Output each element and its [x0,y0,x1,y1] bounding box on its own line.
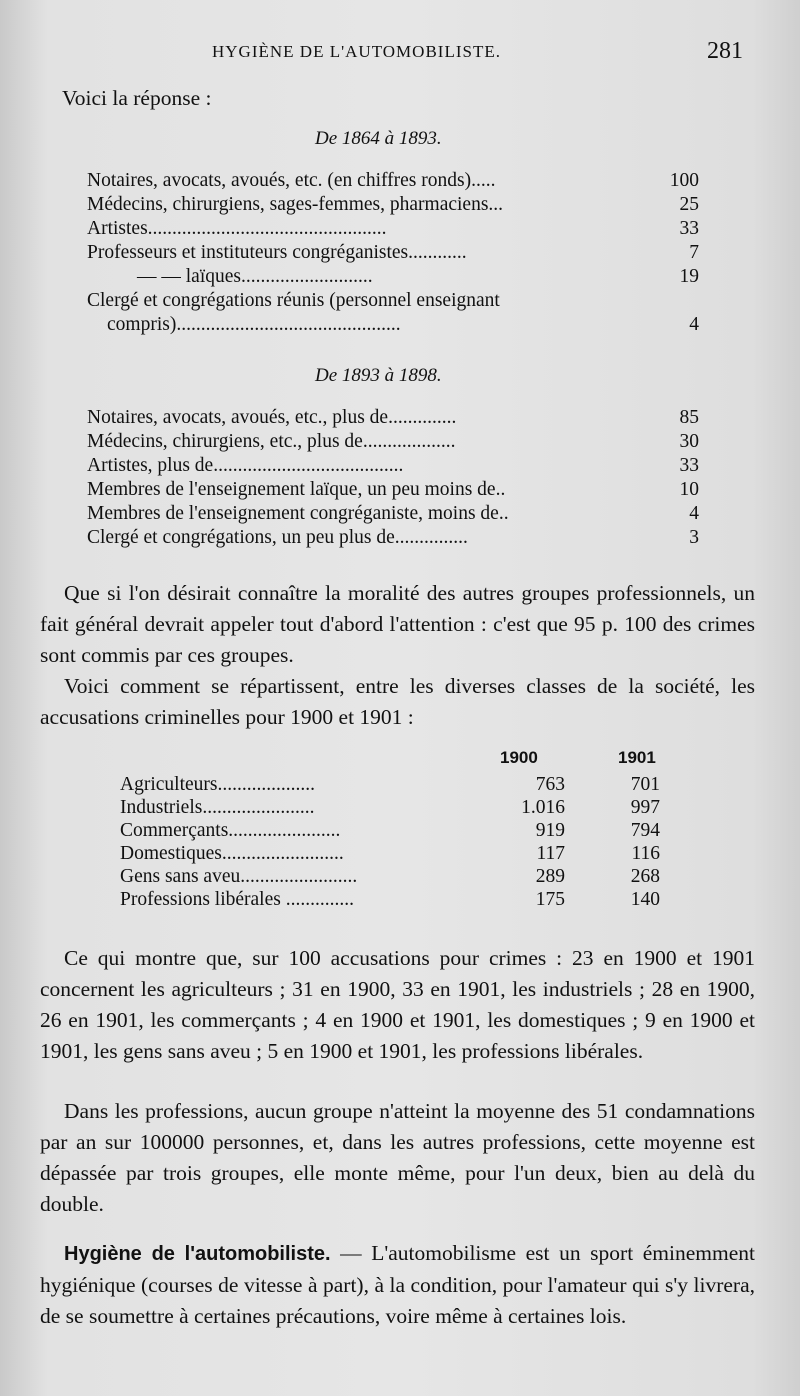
section1-row [87,170,699,194]
row-label: Médecins, chirurgiens, sages-femmes, pharmaciens... [87,194,504,215]
row-value: 33 [679,455,699,476]
row-value: 4 [689,314,699,335]
section1-row [87,218,699,242]
col-header-1901: 1901 [618,748,656,767]
section1-row [87,194,699,218]
section1-heading: De 1864 à 1893. [315,128,442,149]
table-row [120,797,690,821]
paragraph-4-text: Dans les professions, aucun groupe n'atteint la moyenne des 51 condamnations par an sur 100000 personnes, et, dans les autres professions, cette moyenne est dépassée par trois groupes, elle monte même, pour l'un deux, bien au delà du double. [40,1099,755,1216]
paragraph-3-text: Ce qui montre que, sur 100 accusations pour crimes : 23 en 1900 et 1901 concernent les agriculteurs ; 31 en 1900, 33 en 1901, les industriels ; 28 en 1900, 26 en 1901, les commerçants ; 4 en 1900 et 1901, les domestiques ; 9 en 1900 et 1901, les gens sans aveu ; 5 en 1900 et 1901, les professions libérales. [40,946,755,1063]
row-label: — — laïques........................... [137,266,373,287]
running-header [0,38,800,68]
row-label: Clergé et congrégations, un peu plus de............... [87,527,468,548]
cell-1901: 701 [630,774,660,795]
section1-row [87,242,699,266]
cell-label: Commerçants....................... [120,820,341,841]
paragraph-4 [40,1096,755,1220]
paragraph-5-text: — L'automobilisme est un sport éminemment hygiénique (courses de vitesse à part), à la condition, pour l'amateur qui s'y livrera, de se soumettre à certaines précautions, voire même à certaines lois. [40,1241,755,1328]
row-label: Professeurs et instituteurs congréganistes............ [87,242,467,263]
row-label: Membres de l'enseignement laïque, un peu moins de.. [87,479,506,500]
section1-row [87,290,699,314]
paragraph-1 [40,578,755,671]
col-header-1900: 1900 [500,748,538,767]
section2-row [87,431,699,455]
cell-1901: 997 [630,797,660,818]
page-number: 281 [707,38,743,64]
row-label: compris).............................................. [107,314,401,335]
row-value: 4 [689,503,699,524]
row-value: 10 [679,479,699,500]
row-label: Artistes................................................. [87,218,387,239]
cell-label: Gens sans aveu........................ [120,866,358,887]
cell-label: Industriels....................... [120,797,315,818]
paragraph-5 [40,1238,755,1332]
running-title: HYGIÈNE DE L'AUTOMOBILISTE. [212,42,501,61]
row-value: 33 [679,218,699,239]
row-label: Clergé et congrégations réunis (personnel enseignant [87,290,500,311]
cell-label: Professions libérales .............. [120,889,354,910]
row-value: 100 [669,170,699,191]
intro-line: Voici la réponse : [62,86,212,110]
cell-label: Agriculteurs.................... [120,774,315,795]
section2-heading: De 1893 à 1898. [315,365,442,386]
cell-1900: 175 [535,889,565,910]
row-label: Notaires, avocats, avoués, etc., plus de.............. [87,407,457,428]
section1-row [87,266,699,290]
accusations-table [120,748,690,918]
section1-row [87,314,699,338]
cell-1900: 763 [535,774,565,795]
cell-1901: 268 [630,866,660,887]
row-label: Notaires, avocats, avoués, etc. (en chiffres ronds)..... [87,170,496,191]
paragraph-1-text: Que si l'on désirait connaître la moralité des autres groupes professionnels, un fait général devrait appeler tout d'abord l'attention : c'est que 95 p. 100 des crimes sont commis par ces groupes. [40,581,755,667]
row-value: 3 [689,527,699,548]
section-title: Hygiène de l'automobiliste. [64,1243,331,1265]
section2-row [87,455,699,479]
section2-row [87,527,699,551]
section2-row [87,479,699,503]
row-value: 85 [679,407,699,428]
table-row [120,843,690,867]
row-label: Membres de l'enseignement congréganiste, moins de.. [87,503,509,524]
paragraph-2-text: Voici comment se répartissent, entre les diverses classes de la société, les accusations criminelles pour 1900 et 1901 : [40,674,755,729]
row-value: 7 [689,242,699,263]
cell-1901: 116 [631,843,660,864]
table-row [120,889,690,913]
cell-1900: 117 [536,843,565,864]
cell-1900: 1.016 [521,797,565,818]
row-value: 19 [679,266,699,287]
row-label: Médecins, chirurgiens, etc., plus de................... [87,431,456,452]
cell-label: Domestiques......................... [120,843,344,864]
paragraph-2 [40,671,755,733]
row-label: Artistes, plus de....................................... [87,455,404,476]
section2-row [87,503,699,527]
table-row [120,866,690,890]
table-row [120,774,690,798]
cell-1901: 794 [630,820,660,841]
paragraph-3 [40,943,755,1067]
row-value: 25 [679,194,699,215]
cell-1900: 289 [535,866,565,887]
table-row [120,820,690,844]
section2-row [87,407,699,431]
cell-1901: 140 [630,889,660,910]
cell-1900: 919 [535,820,565,841]
row-value: 30 [679,431,699,452]
